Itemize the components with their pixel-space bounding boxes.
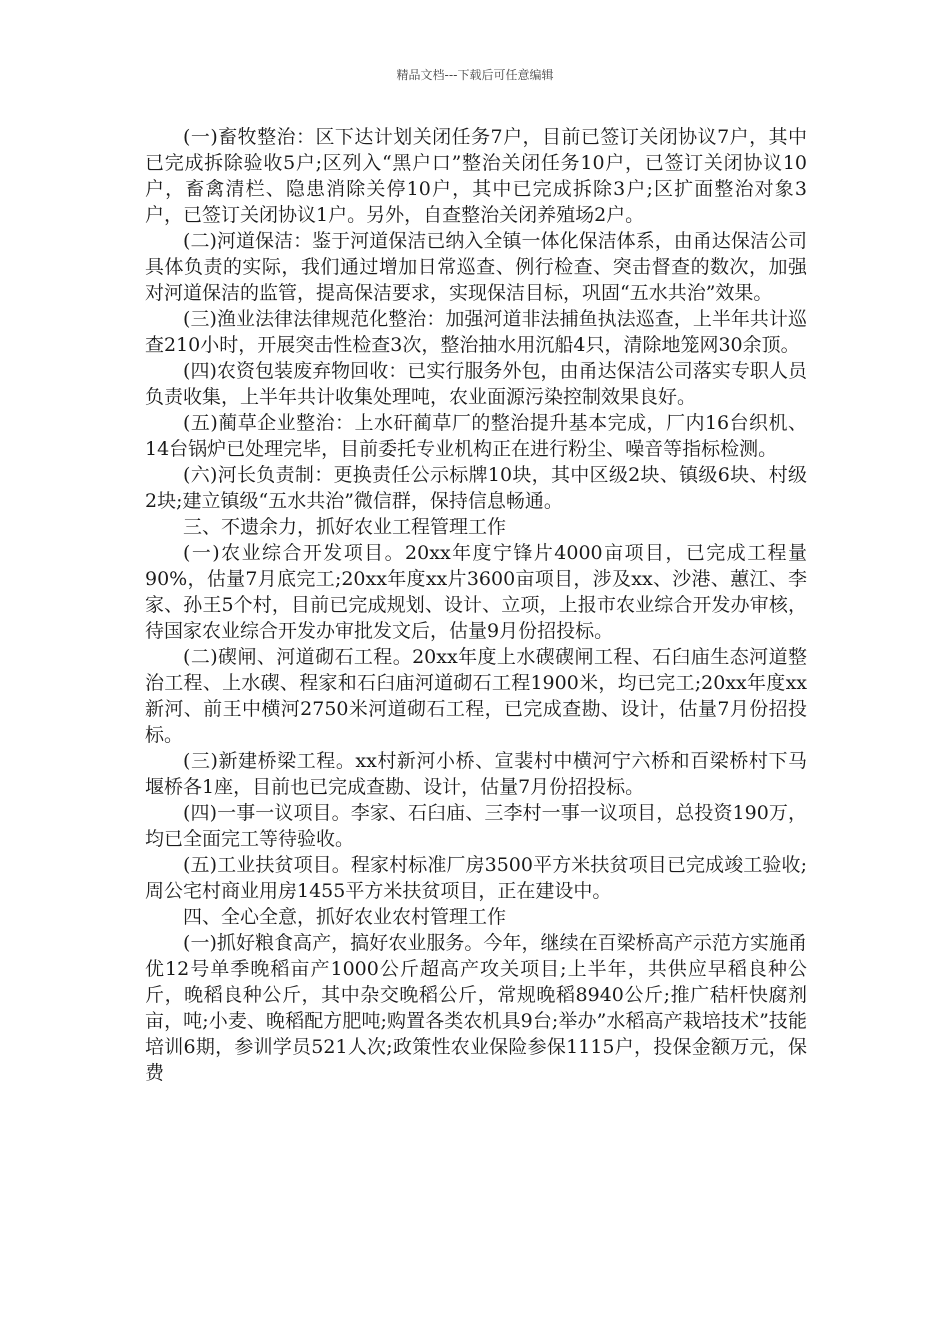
paragraph-grain-production: (一)抓好粮食高产，搞好农业服务。今年，继续在百梁桥高产示范方实施甬优12号单季晚稻亩产1000公斤超高产攻关项目;上半年，共供应早稻良种公斤，晚稻良种公斤，其中杂交晚稻公斤，常规晚稻8940公斤;推广秸杆快腐剂亩，吨;小麦、晚稻配方肥吨;购置各类农机具9台;举办”水稻高产栽培技术”技能培训6期，参训学员521人次;政策性农业保险参保1115户，投保金额万元，保费	[145, 932, 807, 1084]
paragraph-industrial-poverty: (五)工业扶贫项目。程家村标准厂房3500平方米扶贫项目已完成竣工验收;周公宅村商业用房1455平方米扶贫项目，正在建设中。	[145, 854, 807, 902]
paragraph-livestock-rectification: (一)畜牧整治：区下达计划关闭任务7户，目前已签订关闭协议7户，其中已完成拆除验收5户;区列入“黑户口”整治关闭任务10户，已签订关闭协议10户，畜禽清栏、隐患消除关停10户，其中已完成拆除3户;区扩面整治对象3户，已签订关闭协议1户。另外，自查整治关闭养殖场2户。	[145, 126, 807, 226]
page-header: 精品文档---下载后可任意编辑	[396, 68, 554, 82]
section-heading-4: 四、全心全意，抓好农业农村管理工作	[183, 906, 507, 928]
document-body	[145, 124, 807, 1086]
paragraph-sluice-works: (二)碶闸、河道砌石工程。20xx年度上水碶碶闸工程、石臼庙生态河道整治工程、上水碶、程家和石臼庙河道砌石工程1900米，均已完工;20xx年度xx新河、前王中横河2750米河道砌石工程，已完成查勘、设计，估量7月份招投标。	[145, 646, 807, 746]
paragraph-river-cleaning: (二)河道保洁：鉴于河道保洁已纳入全镇一体化保洁体系，由甬达保洁公司具体负责的实际，我们通过增加日常巡查、例行检查、突击督查的数次，加强对河道保洁的监管，提高保洁要求，实现保洁目标，巩固“五水共治”效果。	[145, 230, 807, 304]
paragraph-packaging-waste: (四)农资包装废弃物回收：已实行服务外包，由甬达保洁公司落实专职人员负责收集，上半年共计收集处理吨，农业面源污染控制效果良好。	[145, 360, 807, 408]
paragraph-one-matter-projects: (四)一事一议项目。李家、石臼庙、三李村一事一议项目，总投资190万，均已全面完工等待验收。	[145, 802, 807, 850]
paragraph-agri-development: (一)农业综合开发项目。20xx年度宁锋片4000亩项目，已完成工程量90%，估量7月底完工;20xx年度xx片3600亩项目，涉及xx、沙港、蕙江、李家、孙王5个村，目前已完成规划、设计、立项，上报市农业综合开发办审核，待国家农业综合开发办审批发文后，估量9月份招投标。	[145, 542, 807, 642]
paragraph-rush-grass: (五)蔺草企业整治：上水矸蔺草厂的整治提升基本完成，厂内16台织机、14台锅炉已处理完毕，目前委托专业机构正在进行粉尘、噪音等指标检测。	[145, 412, 807, 460]
paragraph-river-chief: (六)河长负责制：更换责任公示标牌10块，其中区级2块、镇级6块、村级2块;建立镇级“五水共治”微信群，保持信息畅通。	[145, 464, 807, 512]
paragraph-bridge-works: (三)新建桥梁工程。xx村新河小桥、宣裴村中横河宁六桥和百梁桥村下马堰桥各1座，目前也已完成查勘、设计，估量7月份招投标。	[145, 750, 807, 798]
section-heading-3: 三、不遗余力，抓好农业工程管理工作	[183, 516, 507, 538]
paragraph-fishery-law: (三)渔业法律法律规范化整治：加强河道非法捕鱼执法巡查，上半年共计巡查210小时，开展突击性检查3次，整治抽水用沉船4只，清除地笼网30余顶。	[145, 308, 807, 356]
